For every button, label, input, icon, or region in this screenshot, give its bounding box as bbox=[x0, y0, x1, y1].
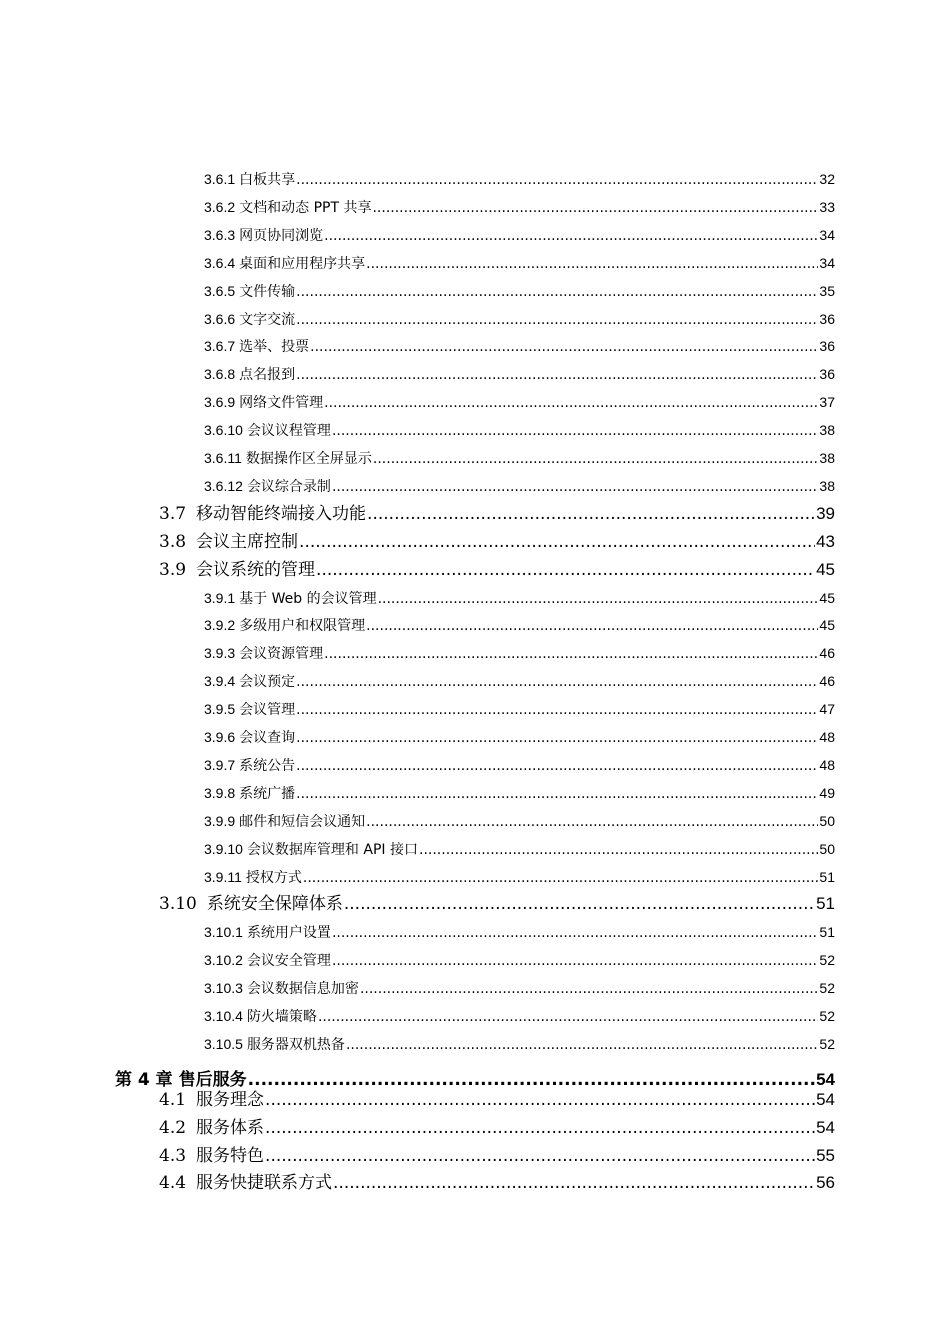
toc-entry-page-number: 52 bbox=[819, 1035, 835, 1052]
toc-entry-title: 会议综合录制 bbox=[246, 478, 331, 495]
toc-entry-page-number: 50 bbox=[819, 812, 835, 829]
toc-dot-leader bbox=[332, 947, 818, 975]
toc-dot-leader bbox=[366, 808, 818, 836]
toc-entry[interactable] bbox=[204, 360, 835, 388]
toc-entry[interactable] bbox=[204, 639, 835, 667]
toc-entry-page-number: 52 bbox=[819, 1008, 835, 1024]
toc-dot-leader bbox=[265, 1142, 815, 1170]
toc-entry-title: 售后服务 bbox=[178, 1069, 247, 1090]
toc-entry-title: 系统安全保障体系 bbox=[206, 894, 343, 915]
toc-entry-number: 3.9.1 bbox=[204, 589, 236, 606]
toc-entry-page-number: 51 bbox=[819, 868, 835, 885]
toc-dot-leader bbox=[360, 975, 818, 1003]
toc-entry-page-number: 38 bbox=[819, 477, 835, 494]
toc-entry-page-number: 36 bbox=[819, 338, 835, 355]
toc-entry-number: 3.10.5 bbox=[204, 1035, 243, 1052]
toc-dot-leader bbox=[296, 752, 818, 780]
toc-entry[interactable] bbox=[204, 835, 835, 863]
toc-entry-number: 3.6.10 bbox=[204, 422, 243, 439]
toc-entry-page-number: 52 bbox=[819, 980, 835, 997]
toc-entry-number: 3.10.1 bbox=[204, 924, 243, 941]
toc-entry-number: 3.9.11 bbox=[204, 868, 242, 885]
toc-entry-page-number: 38 bbox=[819, 422, 835, 439]
toc-entry-title: 授权方式 bbox=[245, 869, 302, 886]
toc-entry-title: 系统用户设置 bbox=[246, 925, 331, 942]
toc-entry[interactable] bbox=[204, 193, 835, 221]
toc-entry[interactable] bbox=[204, 416, 835, 444]
toc-dot-leader bbox=[296, 668, 818, 696]
toc-entry-page-number: 34 bbox=[819, 254, 835, 271]
toc-entry-page-number: 39 bbox=[816, 503, 835, 523]
toc-entry[interactable] bbox=[204, 221, 835, 249]
toc-entry-title: 文档和动态 PPT 共享 bbox=[239, 199, 372, 216]
toc-entry-number: 3.9.10 bbox=[204, 840, 243, 857]
toc-entry-title: 白板共享 bbox=[239, 172, 296, 188]
toc-dot-leader bbox=[296, 696, 818, 724]
toc-entry-title: 服务器双机热备 bbox=[246, 1036, 345, 1053]
toc-entry-number: 3.6.1 bbox=[204, 171, 236, 187]
toc-entry-number: 第 4 章 bbox=[115, 1069, 173, 1090]
toc-dot-leader bbox=[324, 222, 818, 250]
toc-dot-leader bbox=[296, 306, 818, 334]
toc-entry-title: 会议数据信息加密 bbox=[246, 981, 359, 998]
toc-entry-page-number: 45 bbox=[819, 617, 835, 634]
toc-entry-page-number: 47 bbox=[819, 701, 835, 718]
toc-entry[interactable] bbox=[204, 1030, 835, 1058]
toc-entry-title: 服务体系 bbox=[196, 1117, 265, 1138]
toc-entry-page-number: 51 bbox=[816, 894, 835, 914]
toc-entry[interactable] bbox=[159, 1142, 835, 1170]
toc-entry-title: 系统公告 bbox=[239, 757, 296, 774]
toc-entry-page-number: 52 bbox=[819, 952, 835, 969]
toc-entry-number: 3.7 bbox=[159, 503, 187, 524]
toc-dot-leader bbox=[344, 890, 815, 918]
toc-dot-leader bbox=[378, 585, 819, 613]
toc-entry-page-number: 50 bbox=[819, 840, 835, 857]
toc-entry-number: 3.6.3 bbox=[204, 226, 236, 243]
toc-entry[interactable] bbox=[159, 500, 835, 528]
toc-entry-page-number: 32 bbox=[819, 171, 835, 187]
toc-dot-leader bbox=[346, 1031, 818, 1059]
toc-entry-page-number: 37 bbox=[819, 394, 835, 411]
toc-entry-title: 防火墙策略 bbox=[246, 1009, 317, 1025]
toc-dot-leader bbox=[310, 333, 818, 361]
toc-dot-leader bbox=[296, 278, 818, 306]
toc-entry-number: 3.6.4 bbox=[204, 254, 236, 271]
toc-entry-title: 服务理念 bbox=[196, 1089, 265, 1110]
toc-dot-leader bbox=[296, 780, 818, 808]
toc-entry[interactable] bbox=[204, 751, 835, 779]
toc-entry-title: 桌面和应用程序共享 bbox=[239, 255, 366, 272]
toc-entry[interactable] bbox=[159, 556, 835, 584]
toc-entry[interactable] bbox=[204, 584, 835, 612]
toc-entry-title: 会议主席控制 bbox=[196, 531, 299, 552]
toc-dot-leader bbox=[296, 361, 818, 389]
toc-entry-title: 会议数据库管理和 API 接口 bbox=[246, 841, 418, 858]
toc-entry-number: 4.1 bbox=[159, 1089, 187, 1110]
toc-entry-page-number: 54 bbox=[816, 1089, 835, 1109]
toc-entry-title: 移动智能终端接入功能 bbox=[196, 503, 367, 524]
toc-entry-title: 服务特色 bbox=[196, 1145, 265, 1166]
toc-entry-number: 3.9.7 bbox=[204, 756, 236, 773]
toc-entry-page-number: 48 bbox=[819, 729, 835, 745]
toc-entry-title: 会议预定 bbox=[239, 674, 296, 691]
toc-entry-title: 会议管理 bbox=[239, 702, 296, 719]
toc-entry[interactable] bbox=[204, 165, 835, 193]
toc-dot-leader bbox=[372, 194, 818, 222]
toc-dot-leader bbox=[296, 724, 818, 752]
toc-entry-title: 会议系统的管理 bbox=[196, 559, 316, 580]
toc-entry[interactable] bbox=[204, 807, 835, 835]
toc-entry-page-number: 45 bbox=[816, 559, 835, 579]
toc-entry-number: 3.6.9 bbox=[204, 394, 236, 411]
toc-entry[interactable] bbox=[159, 1114, 835, 1142]
toc-entry-page-number: 46 bbox=[819, 673, 835, 690]
toc-dot-leader bbox=[265, 1086, 815, 1114]
toc-dot-leader bbox=[303, 864, 819, 892]
toc-entry-number: 4.2 bbox=[159, 1117, 187, 1138]
toc-entry[interactable] bbox=[204, 611, 835, 639]
toc-entry-number: 3.9.8 bbox=[204, 784, 236, 801]
toc-entry-number: 3.9.3 bbox=[204, 645, 236, 662]
toc-entry-number: 3.6.11 bbox=[204, 450, 242, 466]
toc-entry-number: 3.9.6 bbox=[204, 729, 236, 745]
toc-entry-number: 3.10.3 bbox=[204, 980, 243, 997]
toc-entry-page-number: 43 bbox=[816, 531, 835, 551]
toc-entry[interactable] bbox=[204, 946, 835, 974]
toc-entry-number: 3.6.2 bbox=[204, 198, 236, 215]
toc-entry[interactable] bbox=[204, 444, 835, 472]
toc-dot-leader bbox=[324, 389, 818, 417]
toc-entry-title: 邮件和短信会议通知 bbox=[239, 813, 366, 830]
toc-entry-page-number: 54 bbox=[816, 1117, 835, 1137]
toc-entry-number: 3.10.4 bbox=[204, 1008, 243, 1024]
toc-entry-number: 4.3 bbox=[159, 1145, 187, 1166]
toc-entry[interactable] bbox=[204, 277, 835, 305]
toc-entry-number: 3.9.9 bbox=[204, 812, 236, 829]
toc-entry-title: 选举、投票 bbox=[239, 339, 310, 356]
toc-entry[interactable] bbox=[204, 332, 835, 360]
toc-dot-leader bbox=[324, 640, 818, 668]
toc-entry-page-number: 46 bbox=[819, 645, 835, 662]
toc-entry-page-number: 33 bbox=[819, 198, 835, 215]
toc-entry-title: 网络文件管理 bbox=[239, 395, 324, 412]
toc-entry[interactable] bbox=[204, 305, 835, 333]
toc-entry-page-number: 48 bbox=[819, 756, 835, 773]
toc-entry-title: 点名报到 bbox=[239, 367, 296, 384]
toc-entry-page-number: 36 bbox=[819, 310, 835, 327]
toc-entry[interactable] bbox=[159, 1169, 835, 1197]
toc-entry-number: 3.6.7 bbox=[204, 338, 236, 355]
toc-entry-page-number: 55 bbox=[816, 1145, 835, 1165]
toc-entry-page-number: 34 bbox=[819, 226, 835, 243]
toc-dot-leader bbox=[419, 836, 818, 864]
toc-entry-number: 3.10 bbox=[159, 894, 197, 915]
toc-dot-leader bbox=[318, 1003, 818, 1031]
toc-entry-page-number: 51 bbox=[819, 924, 835, 941]
toc-entry-number: 3.10.2 bbox=[204, 952, 243, 969]
toc-entry-title: 服务快捷联系方式 bbox=[196, 1173, 333, 1194]
toc-entry-page-number: 38 bbox=[819, 450, 835, 466]
toc-entry[interactable] bbox=[204, 723, 835, 751]
toc-dot-leader bbox=[367, 500, 815, 528]
toc-dot-leader bbox=[316, 556, 815, 584]
toc-entry-page-number: 56 bbox=[816, 1173, 835, 1193]
toc-entry[interactable] bbox=[204, 695, 835, 723]
toc-entry[interactable] bbox=[204, 667, 835, 695]
toc-dot-leader bbox=[332, 919, 818, 947]
toc-dot-leader bbox=[299, 528, 815, 556]
toc-entry[interactable] bbox=[204, 974, 835, 1002]
toc-entry[interactable] bbox=[159, 890, 835, 918]
toc-entry[interactable] bbox=[204, 779, 835, 807]
toc-dot-leader bbox=[332, 417, 818, 445]
toc-entry-page-number: 54 bbox=[816, 1069, 835, 1089]
toc-entry-number: 3.9.5 bbox=[204, 701, 236, 718]
toc-entry-number: 3.8 bbox=[159, 531, 187, 552]
toc-dot-leader bbox=[366, 250, 818, 278]
toc-entry-title: 系统广播 bbox=[239, 785, 296, 802]
toc-entry-number: 4.4 bbox=[159, 1173, 187, 1194]
toc-entry-title: 会议资源管理 bbox=[239, 646, 324, 663]
toc-entry-title: 文字交流 bbox=[239, 311, 296, 328]
toc-entry-page-number: 35 bbox=[819, 282, 835, 299]
toc-dot-leader bbox=[332, 473, 818, 501]
toc-entry-title: 数据操作区全屏显示 bbox=[245, 451, 372, 467]
toc-entry-number: 3.6.12 bbox=[204, 477, 243, 494]
toc-entry[interactable] bbox=[204, 388, 835, 416]
toc-entry-title: 会议议程管理 bbox=[246, 423, 331, 440]
toc-dot-leader bbox=[296, 166, 818, 194]
toc-dot-leader bbox=[373, 445, 819, 473]
toc-entry-page-number: 36 bbox=[819, 366, 835, 383]
toc-entry-title: 会议安全管理 bbox=[246, 953, 331, 970]
toc-entry[interactable] bbox=[204, 472, 835, 500]
toc-entry-number: 3.9 bbox=[159, 559, 187, 580]
toc-entry[interactable] bbox=[159, 528, 835, 556]
toc-entry-page-number: 49 bbox=[819, 784, 835, 801]
toc-entry[interactable] bbox=[204, 863, 835, 891]
toc-entry[interactable] bbox=[204, 249, 835, 277]
toc-entry[interactable] bbox=[204, 1002, 835, 1030]
toc-entry-title: 文件传输 bbox=[239, 283, 296, 300]
toc-entry-title: 网页协同浏览 bbox=[239, 227, 324, 244]
toc-entry-number: 3.6.8 bbox=[204, 366, 236, 383]
toc-entry-title: 多级用户和权限管理 bbox=[239, 618, 366, 635]
toc-entry[interactable] bbox=[159, 1086, 835, 1114]
toc-dot-leader bbox=[366, 612, 818, 640]
toc-entry[interactable] bbox=[204, 918, 835, 946]
toc-entry-number: 3.6.6 bbox=[204, 310, 236, 327]
toc-entry-page-number: 45 bbox=[819, 589, 835, 606]
toc-entry-number: 3.6.5 bbox=[204, 282, 236, 299]
toc-entry-number: 3.9.4 bbox=[204, 673, 236, 690]
toc-entry-title: 基于 Web 的会议管理 bbox=[239, 590, 377, 607]
toc-dot-leader bbox=[265, 1114, 815, 1142]
toc-dot-leader bbox=[333, 1169, 815, 1197]
toc-entry-title: 会议查询 bbox=[239, 730, 296, 746]
toc-entry-number: 3.9.2 bbox=[204, 617, 236, 634]
